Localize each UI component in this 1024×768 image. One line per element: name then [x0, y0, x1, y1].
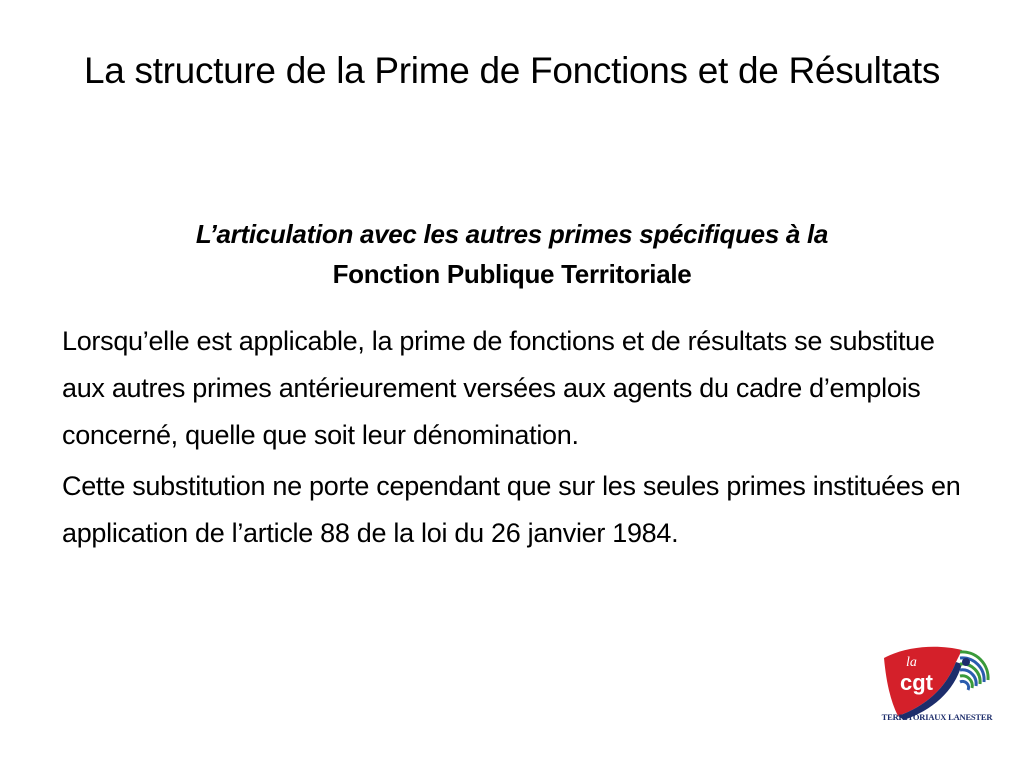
slide-body — [62, 318, 962, 561]
logo-caption: TERRITORIAUX LANESTER — [881, 712, 993, 722]
cgt-logo-arcs — [960, 652, 988, 690]
cgt-logo-la: la — [906, 655, 917, 670]
subtitle-line-2: Fonction Publique Territoriale — [332, 259, 692, 289]
cgt-logo-cgt: cgt — [900, 670, 933, 695]
subtitle-line-1: L’articulation avec les autres primes spécifiques à la — [195, 219, 829, 249]
body-paragraph-2: Cette substitution ne porte cependant que sur les seules primes instituées en application de l’article 88 de la loi du 26 janvier 1984. — [62, 471, 961, 548]
slide-title: La structure de la Prime de Fonctions et de Résultats — [83, 50, 941, 91]
slide-subtitle — [60, 214, 964, 294]
body-paragraph-1: Lorsqu’elle est applicable, la prime de fonctions et de résultats se substitue aux autres primes antérieurement versées aux agents du cadre d’emplois concerné, quelle que soit leur dénomination. — [62, 326, 935, 450]
cgt-logo-dot — [962, 658, 970, 666]
